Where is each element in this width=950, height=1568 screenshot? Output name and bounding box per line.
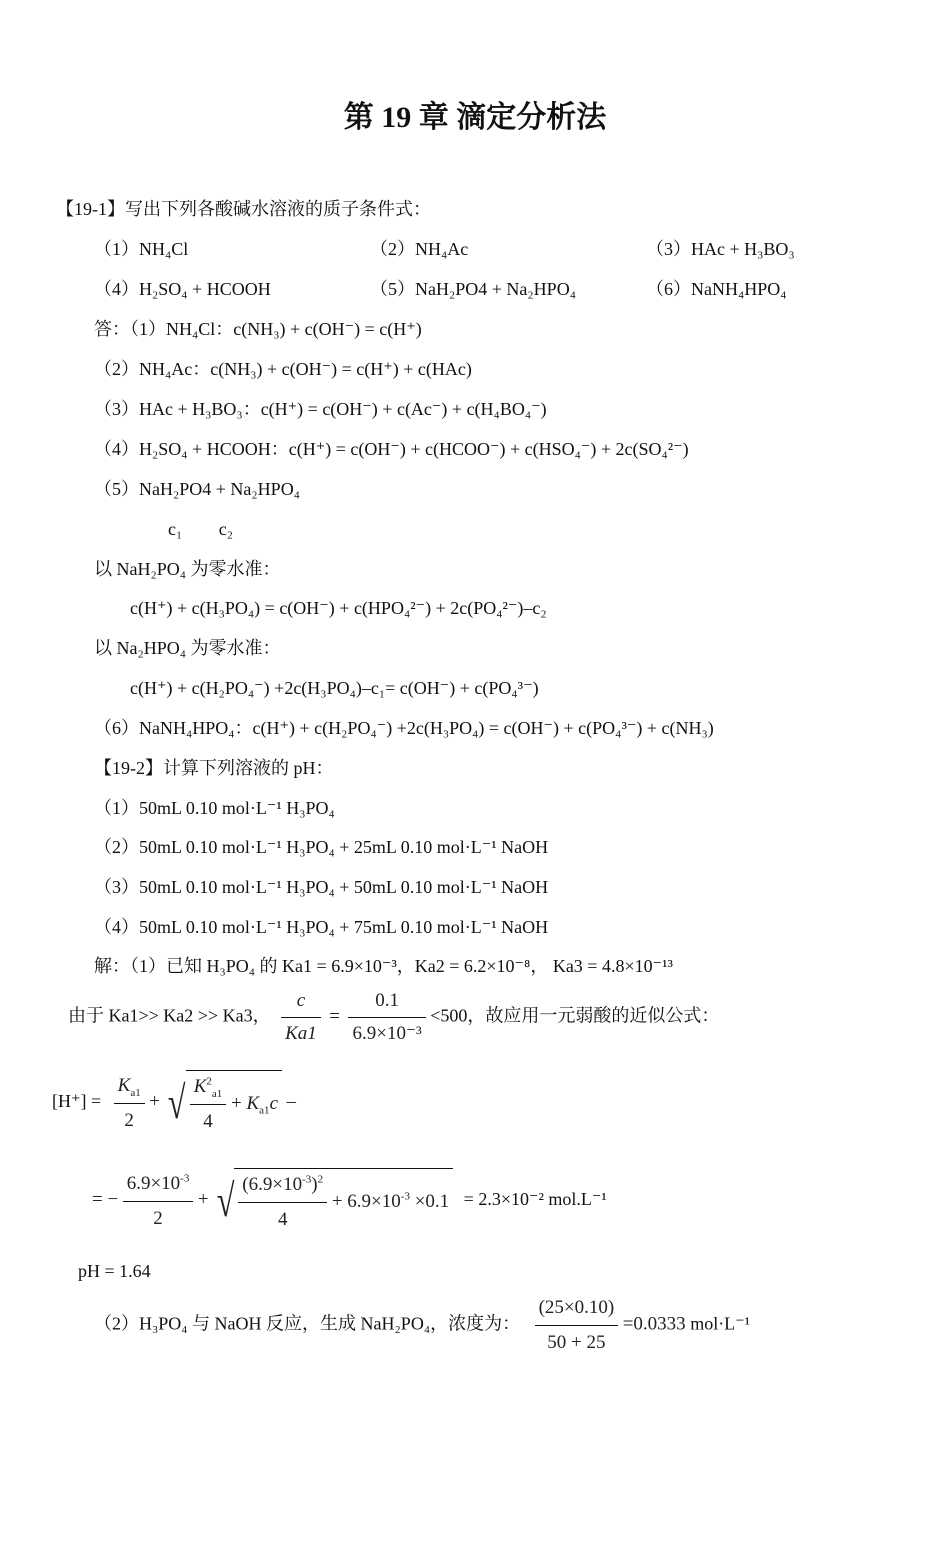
- q1-item-6: （6）NaNH₄HPO₄: [646, 279, 787, 299]
- q1-item-4: （4）H₂SO₄ + HCOOH: [94, 279, 271, 299]
- h-result: = 2.3×10⁻² mol.L⁻¹: [463, 1189, 607, 1210]
- q1-item-2: （2）NH₄Ac: [370, 239, 469, 259]
- q2-part2-line: [94, 1294, 750, 1357]
- frac-denominator: 50 + 25: [535, 1325, 619, 1357]
- question-19-2-heading: 【19-2】计算下列溶液的 pH：: [94, 758, 334, 778]
- frac-denominator: 6.9×10⁻³: [348, 1017, 425, 1047]
- q1-concentration-labels: c₁ c₂: [168, 519, 234, 539]
- q1-item-3: （3）HAc + H₃BO₃: [646, 239, 795, 259]
- frac-denominator: Ka1: [281, 1017, 321, 1047]
- q2-c-over-ka1: [281, 988, 321, 1047]
- q2-condition-prefix: 由于 Ka1>> Ka2 >> Ka3，: [68, 1005, 271, 1026]
- q1-answer-1: 答：（1）NH₄Cl：c(NH₃) + c(OH⁻) = c(H⁺): [94, 319, 422, 339]
- ka1-over-2: $\frac{K_{a1}}{2}$: [114, 1072, 145, 1135]
- h-formula: [H⁺] = $\frac{K_{a1}}{2}$ + √ $\frac{K^2_{a1}}{4}$ + $K_{a1}c$ –: [52, 1070, 296, 1136]
- q1-item-5: （5）NaH₂PO4 + Na₂HPO₄: [370, 279, 576, 299]
- q2-item-3: （3）50mL 0.10 mol·L⁻¹ H₃PO₄ + 50mL 0.10 mol·L⁻¹ NaOH: [94, 877, 549, 897]
- q1-equation-1: c(H⁺) + c(H₃PO₄) = c(OH⁻) + c(HPO₄²⁻) + 2c(PO₄²⁻)–c₂: [130, 598, 547, 618]
- sqrt-term: √ $\frac{K^2_{a1}}{4}$ + $K_{a1}c$: [164, 1070, 282, 1136]
- q1-answer-2: （2）NH₄Ac：c(NH₃) + c(OH⁻) = c(H⁺) + c(HAc): [94, 359, 472, 379]
- q2-part2-fraction: [535, 1294, 619, 1357]
- q2-condition-suffix: <500，故应用一元弱酸的近似公式：: [430, 1005, 720, 1026]
- q2-solution-line: 解：（1）已知 H₃PO₄ 的 Ka1 = 6.9×10⁻³，Ka2 = 6.2×10⁻⁸， Ka3 = 4.8×10⁻¹³: [94, 956, 673, 976]
- ph-result: pH = 1.64: [78, 1261, 151, 1281]
- h-label: [H⁺] =: [52, 1091, 102, 1112]
- q1-answer-6: （6）NaNH₄HPO₄：c(H⁺) + c(H₂PO₄⁻) +2c(H₃PO₄) = c(OH⁻) + c(PO₄³⁻) + c(NH₃): [94, 718, 714, 738]
- q1-zero-level-2: 以 Na₂HPO₄ 为零水准：: [94, 638, 281, 658]
- frac-numerator: (25×0.10): [538, 1297, 615, 1318]
- q2-condition-line: 由于 Ka1>> Ka2 >> Ka3， $\frac{c}{Ka1}$ = $\frac{0.1}{\text{6.9×10⁻³}}$ <500，故应用一元弱酸的近似公式：: [68, 988, 719, 1047]
- q1-answer-3: （3）HAc + H₃BO₃：c(H⁺) = c(OH⁻) + c(Ac⁻) + c(H₄BO₄⁻): [94, 399, 547, 419]
- page-title: 第 19 章 滴定分析法: [343, 101, 607, 134]
- q2-item-4: （4）50mL 0.10 mol·L⁻¹ H₃PO₄ + 75mL 0.10 mol·L⁻¹ NaOH: [94, 917, 549, 937]
- q2-item-2: （2）50mL 0.10 mol·L⁻¹ H₃PO₄ + 25mL 0.10 mol·L⁻¹ NaOH: [94, 837, 549, 857]
- q2-item-1: （1）50mL 0.10 mol·L⁻¹ H₃PO₄: [94, 798, 335, 818]
- q2-ratio-value: [348, 988, 425, 1047]
- numeric-frac-1: $\frac{6.9\times 10^{-3}}{2}$: [123, 1170, 194, 1233]
- q2-part2-unit: mol·L⁻¹: [690, 1313, 751, 1334]
- q2-part2-result: =0.0333: [622, 1313, 686, 1335]
- q2-part2-text: （2）H₃PO₄ 与 NaOH 反应，生成 NaH₂PO₄，浓度为：: [94, 1313, 521, 1334]
- frac-numerator: 0.1: [375, 990, 399, 1011]
- q1-item-1: （1）NH₄Cl: [94, 239, 189, 259]
- numeric-sqrt: √ $\frac{(6.9\times 10^{-3})^2}{4}$ + $6.9\times 10^{-3} \times 0.1$: [213, 1168, 453, 1234]
- q1-equation-2: c(H⁺) + c(H₂PO₄⁻) +2c(H₃PO₄)–c₁= c(OH⁻) + c(PO₄³⁻): [130, 678, 539, 698]
- q1-zero-level-1: 以 NaH₂PO₄ 为零水准：: [94, 559, 281, 579]
- h-numeric: = − $\frac{6.9\times 10^{-3}}{2}$ + √ $\frac{(6.9\times 10^{-3})^2}{4}$ + $6.9\times 10^{-3} \times 0.1 = 2.3\times 10^{-2}$ mol.L⁻¹: [92, 1168, 607, 1234]
- q1-answer-4: （4）H₂SO₄ + HCOOH：c(H⁺) = c(OH⁻) + c(HCOO⁻) + c(HSO₄⁻) + 2c(SO₄²⁻): [94, 439, 689, 459]
- frac-numerator: c: [296, 990, 306, 1011]
- q1-answer-5: （5）NaH₂PO4 + Na₂HPO₄: [94, 479, 300, 499]
- question-19-1-heading: 【19-1】写出下列各酸碱水溶液的质子条件式：: [56, 199, 431, 219]
